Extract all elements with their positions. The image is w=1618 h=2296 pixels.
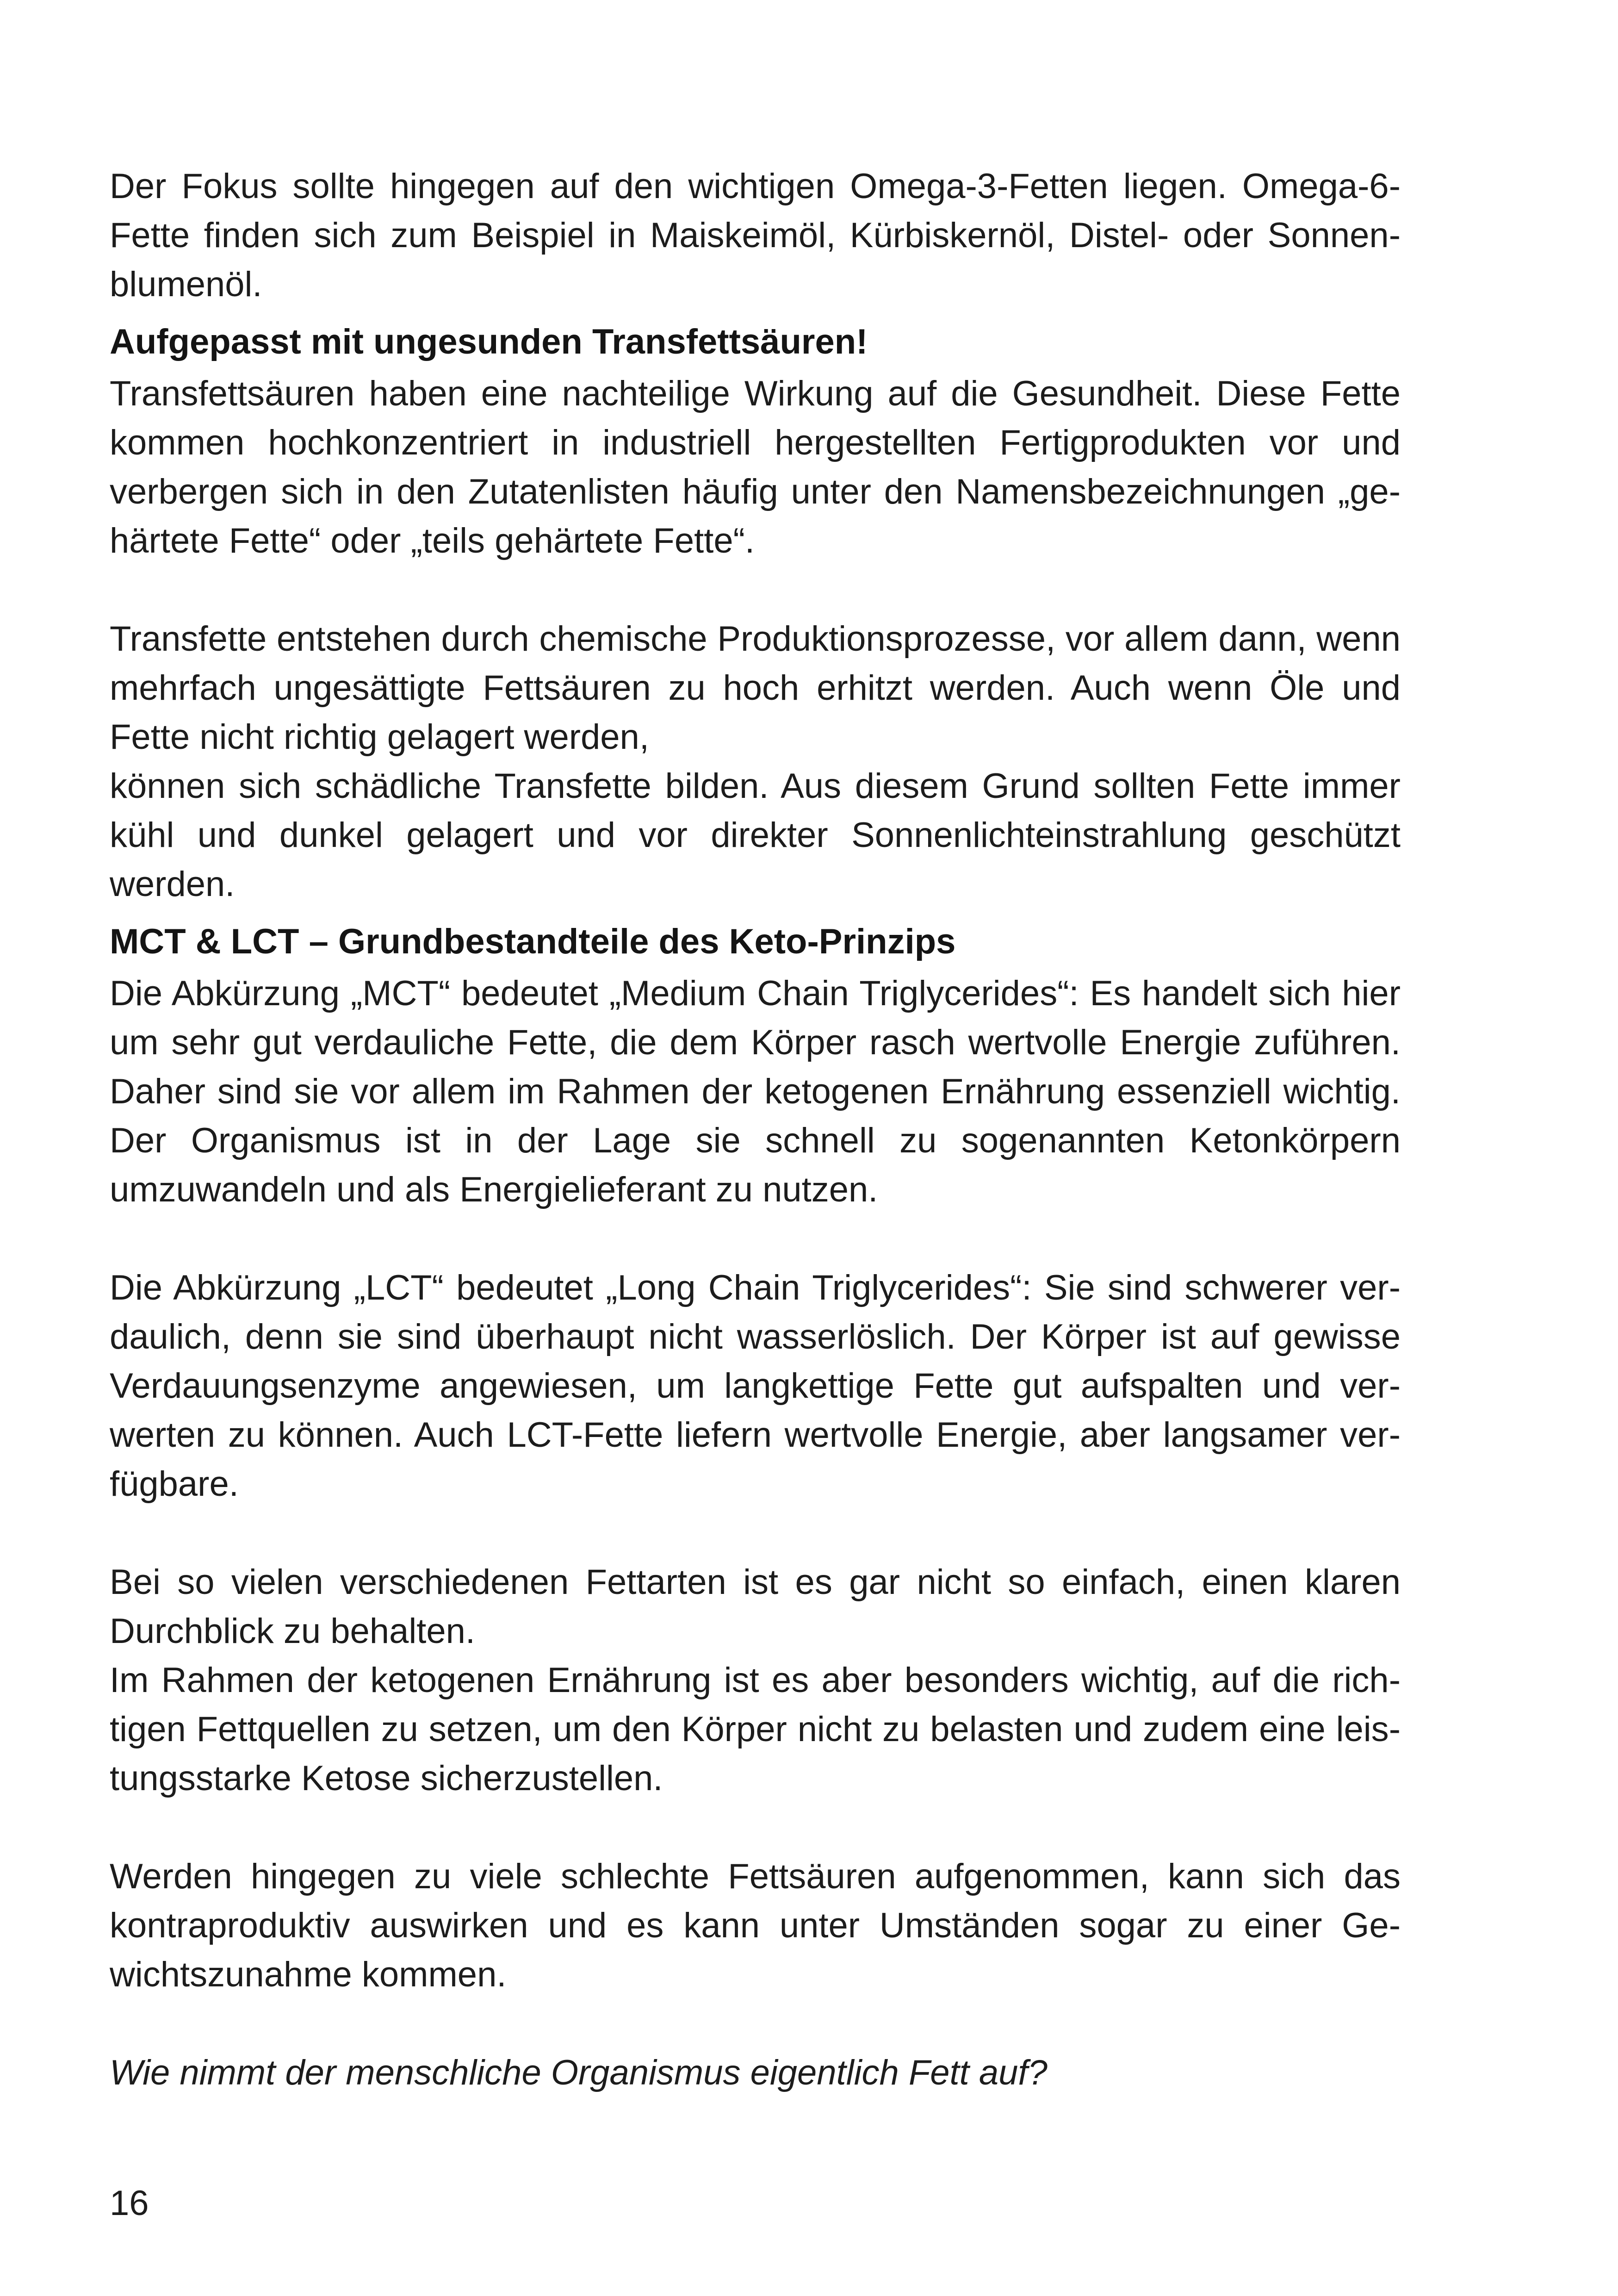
paragraph-spacer [110, 566, 1401, 615]
closing-question: Wie nimmt der menschliche Organismus eigentlich Fett auf? [110, 2053, 1048, 2092]
paragraph-spacer [110, 1509, 1401, 1558]
heading-transfats: Aufgepasst mit ungesunden Transfettsäuren! [110, 322, 868, 361]
page-number: 16 [110, 2184, 149, 2223]
heading-mct-lct: MCT & LCT – Grundbestandteile des Keto-Prinzips [110, 922, 956, 961]
paragraph-fat-types: Bei so vielen verschiedenen Fettarten ist es gar nicht so einfach, einen klaren Durchblick zu behalten. [110, 1562, 1401, 1651]
paragraph-omega-fats: Der Fokus sollte hingegen auf den wichtigen Omega-3-Fetten liegen. Omega-6-Fette finden sich zum Beispiel in Maiskeimöl, Kürbiskernöl, Distel- oder Sonnenblumenöl. [110, 167, 1401, 304]
paragraph-spacer [110, 1214, 1401, 1263]
paragraph-bad-fats: Werden hingegen zu viele schlechte Fettsäuren aufgenommen, kann sich das kontraproduktiv auswirken und es kann unter Umständen sogar zu einer Gewichtszunahme kommen. [110, 1857, 1401, 1994]
page-body [110, 162, 1401, 2097]
paragraph-transfats-storage: können sich schädliche Transfette bilden. Aus diesem Grund sollten Fette immer kühl und dunkel gelagert und vor direkter Sonnenlichteinstrahlung geschützt werden. [110, 766, 1401, 904]
paragraph-transfats-origin: Transfette entstehen durch chemische Produktionsprozesse, vor allem dann, wenn mehrfach ungesättigte Fettsäuren zu hoch erhitzt werden. Auch wenn Öle und Fette nicht richtig gelagert werden, [110, 619, 1401, 757]
paragraph-spacer [110, 1803, 1401, 1852]
paragraph-fat-sources: Im Rahmen der ketogenen Ernährung ist es aber besonders wichtig, auf die richtigen Fettquellen zu setzen, um den Körper nicht zu belasten und zudem eine leistungsstarke Ketose sicherzustellen. [110, 1661, 1401, 1798]
paragraph-lct: Die Abkürzung „LCT“ bedeutet „Long Chain Triglycerides“: Sie sind schwerer verdaulich, denn sie sind überhaupt nicht wasserlöslich. Der Körper ist auf gewisse Verdauungsenzyme angewiesen, um langkettige Fette gut aufspalten und verwerten zu können. Auch LCT-Fette liefern wertvolle Energie, aber langsamer verfügbare. [110, 1268, 1401, 1504]
paragraph-mct: Die Abkürzung „MCT“ bedeutet „Medium Chain Triglycerides“: Es handelt sich hier um sehr gut verdauliche Fette, die dem Körper rasch wertvolle Energie zuführen. Daher sind sie vor allem im Rahmen der ketogenen Ernährung essenziell wichtig. Der Organismus ist in der Lage sie schnell zu sogenannten Ketonkörpern umzuwandeln und als Energielieferant zu nutzen. [110, 974, 1401, 1209]
paragraph-transfats-intro: Transfettsäuren haben eine nachteilige Wirkung auf die Gesundheit. Diese Fette kommen hochkonzentriert in industriell hergestellten Fertigprodukten vor und verbergen sich in den Zutatenlisten häufig unter den Namensbezeichnungen „gehärtete Fette“ oder „teils gehärtete Fette“. [110, 374, 1401, 560]
